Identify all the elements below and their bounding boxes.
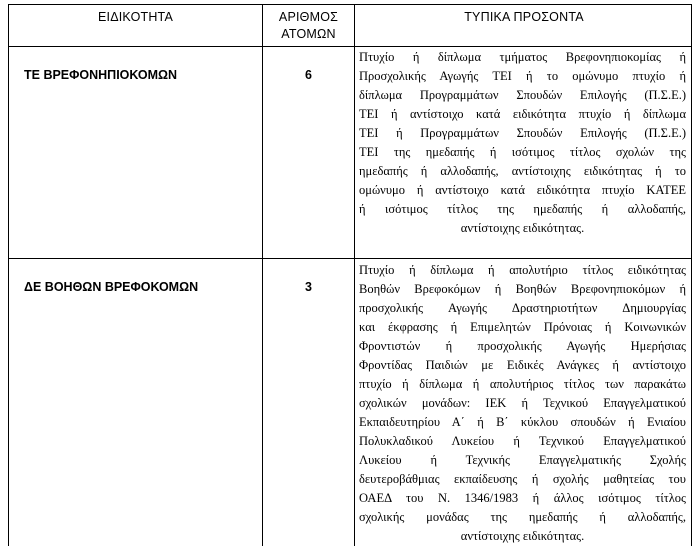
qualification-line: δευτεροβάθμιας εκπαίδευσης ή σχολής μαθητείας του [359,472,686,486]
qualification-line: αντίστοιχης ειδικότητας. [460,529,585,543]
column-divider [262,5,263,546]
row-count: 6 [305,68,312,82]
qualification-line: προσχολικής Αγωγής Δραστηριοτήτων Δημιουργίας [359,301,686,315]
row-specialty: ΤΕ ΒΡΕΦΟΝΗΠΙΟΚΟΜΩΝ [24,68,178,82]
qualification-line: ημεδαπής ή αλλοδαπής, αντίστοιχης ειδικότητας ή το [359,164,686,178]
qualification-line: ή ισότιμος τίτλος της ημεδαπής ή αλλοδαπής, [359,202,686,216]
qualification-line: Πολυκλαδικού Λυκείου ή Τεχνικού Επαγγελματικού [359,434,686,448]
header-row-divider [9,46,691,47]
qualification-line: Πτυχίο ή δίπλωμα ή απολυτήριο τίτλος ειδικότητας [359,263,686,277]
qualification-line: αντίστοιχης ειδικότητας. [460,221,585,235]
qualification-line: Λυκείου ή Τεχνικής Επαγγελματικής Σχολής [359,453,686,467]
qualification-line: και έκφρασης ή Επιμελητών Πρόνοιας ή Κοινωνικών [359,320,686,334]
qualification-line: σχολικών μονάδων: ΙΕΚ ή Τεχνικού Επαγγελματικού [359,396,686,410]
qualification-line: πτυχίο ή δίπλωμα ή απολυτήριος τίτλος των παρακάτω [359,377,686,391]
qualification-line: Φροντιστών ή προσχολικής Αγωγής Ημερήσιας [359,339,686,353]
staffing-table [8,4,692,546]
qualification-line: ομώνυμο ή αντίστοιχο κατά ειδικότητα πτυχίο ΚΑΤΕΕ [359,183,686,197]
qualification-line: Βοηθών Βρεφοκόμων ή Βοηθών Βρεφονηπιοκόμων ή [359,282,686,296]
header-specialty: ΕΙΔΙΚΟΤΗΤΑ [97,10,174,24]
qualification-line: σχολικής μονάδας της ημεδαπής ή αλλοδαπής, [359,510,686,524]
qualification-line: Προσχολικής Αγωγής ΤΕΙ ή το ομώνυμο πτυχίο ή [359,69,686,83]
row-specialty: ΔΕ ΒΟΗΘΩΝ ΒΡΕΦΟΚΟΜΩΝ [24,280,199,294]
column-divider [354,5,355,546]
qualification-line: Εκπαιδευτηρίου Α΄ ή Β΄ κύκλου σπουδών ή Ενιαίου [359,415,686,429]
qualification-line: ΤΕΙ ή αντίστοιχο κατά ειδικότητα πτυχίο ή δίπλωμα [359,107,686,121]
row-qualifications [359,261,686,546]
header-qualifications: ΤΥΠΙΚΑ ΠΡΟΣΟΝΤΑ [464,10,584,24]
qualification-line: Πτυχίο ή δίπλωμα τμήματος Βρεφονηπιοκομίας ή [359,50,686,64]
row-qualifications [359,48,686,238]
qualification-line: Φροντίδας Παιδιών με Ειδικές Ανάγκες ή αντίστοιχο [359,358,686,372]
row-count: 3 [305,280,312,294]
row-divider [9,258,691,259]
header-count [263,9,354,43]
qualification-line: δίπλωμα Προγραμμάτων Σπουδών Επιλογής (Π.Σ.Ε.) [359,88,686,102]
qualification-line: ΟΑΕΔ του Ν. 1346/1983 ή άλλος ισότιμος τίτλος [359,491,686,505]
header-count-line1: ΑΡΙΘΜΟΣ [278,10,339,24]
header-count-line2: ΑΤΟΜΩΝ [281,27,336,41]
qualification-line: ΤΕΙ ή Προγραμμάτων Σπουδών Επιλογής (Π.Σ.Ε.) [359,126,686,140]
qualification-line: ΤΕΙ της ημεδαπής ή ισότιμος τίτλος σχολών της [359,145,686,159]
